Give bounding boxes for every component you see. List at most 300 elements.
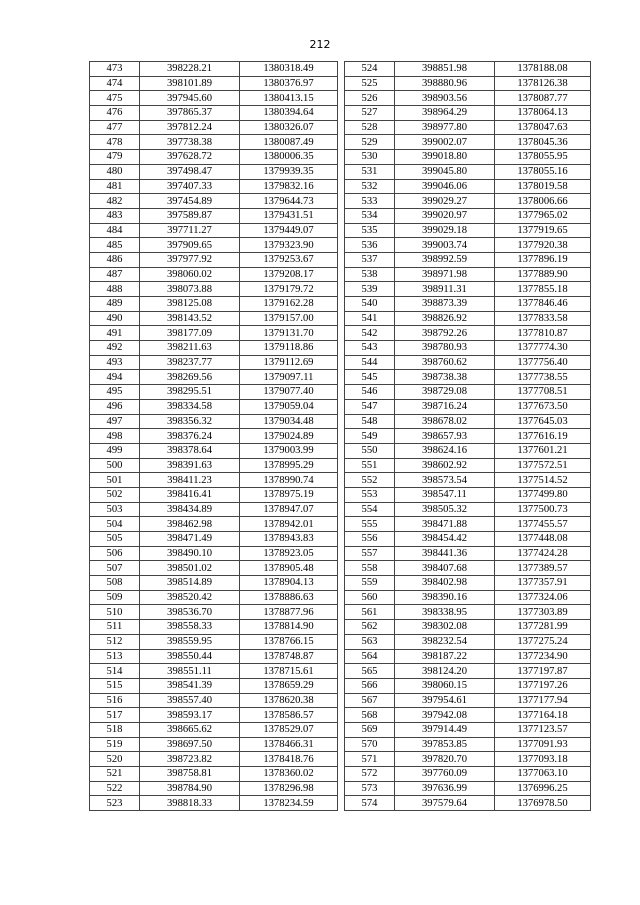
table-row [345,120,591,135]
point-number-cell: 573 [345,781,395,796]
y-coordinate-cell: 1377846.46 [495,297,591,312]
y-coordinate-cell: 1377889.90 [495,267,591,282]
point-number-cell: 565 [345,664,395,679]
y-coordinate-cell: 1377357.91 [495,576,591,591]
point-number-cell: 552 [345,473,395,488]
x-coordinate-cell: 398514.89 [140,576,240,591]
point-number-cell: 562 [345,620,395,635]
y-coordinate-cell: 1378126.38 [495,76,591,91]
table-row [90,385,338,400]
y-coordinate-cell: 1380413.15 [240,91,338,106]
table-row [345,649,591,664]
x-coordinate-cell: 398873.39 [395,297,495,312]
x-coordinate-cell: 398792.26 [395,326,495,341]
table-row [345,150,591,165]
x-coordinate-cell: 398911.31 [395,282,495,297]
y-coordinate-cell: 1377919.65 [495,223,591,238]
x-coordinate-cell: 398602.92 [395,458,495,473]
point-number-cell: 531 [345,164,395,179]
x-coordinate-cell: 398678.02 [395,414,495,429]
table-row [90,605,338,620]
point-number-cell: 515 [90,678,140,693]
table-row [90,106,338,121]
table-row [345,722,591,737]
table-row [345,341,591,356]
table-row [90,76,338,91]
table-row [345,620,591,635]
y-coordinate-cell: 1377197.87 [495,664,591,679]
y-coordinate-cell: 1379112.69 [240,355,338,370]
y-coordinate-cell: 1378188.08 [495,62,591,77]
x-coordinate-cell: 398471.88 [395,517,495,532]
y-coordinate-cell: 1379162.28 [240,297,338,312]
y-coordinate-cell: 1378529.07 [240,722,338,737]
y-coordinate-cell: 1376996.25 [495,781,591,796]
x-coordinate-cell: 398490.10 [140,546,240,561]
y-coordinate-cell: 1377123.57 [495,722,591,737]
table-row [90,370,338,385]
point-number-cell: 570 [345,737,395,752]
point-number-cell: 536 [345,238,395,253]
table-row [345,135,591,150]
x-coordinate-cell: 398177.09 [140,326,240,341]
table-row [90,693,338,708]
table-row [345,238,591,253]
y-coordinate-cell: 1377281.99 [495,620,591,635]
y-coordinate-cell: 1378995.29 [240,458,338,473]
y-coordinate-cell: 1378087.77 [495,91,591,106]
table-row [90,282,338,297]
table-row [90,781,338,796]
point-number-cell: 549 [345,429,395,444]
x-coordinate-cell: 398547.11 [395,487,495,502]
y-coordinate-cell: 1377234.90 [495,649,591,664]
point-number-cell: 554 [345,502,395,517]
y-coordinate-cell: 1377774.30 [495,341,591,356]
y-coordinate-cell: 1379253.67 [240,252,338,267]
table-row [90,150,338,165]
x-coordinate-cell: 397760.09 [395,767,495,782]
point-number-cell: 511 [90,620,140,635]
table-row [90,722,338,737]
table-row [345,106,591,121]
point-number-cell: 553 [345,487,395,502]
y-coordinate-cell: 1378296.98 [240,781,338,796]
x-coordinate-cell: 397498.47 [140,164,240,179]
table-row [90,62,338,77]
table-row [90,532,338,547]
table-row [90,752,338,767]
y-coordinate-cell: 1377514.52 [495,473,591,488]
point-number-cell: 543 [345,341,395,356]
y-coordinate-cell: 1377063.10 [495,767,591,782]
point-number-cell: 538 [345,267,395,282]
table-row [345,282,591,297]
point-number-cell: 491 [90,326,140,341]
table-row [345,546,591,561]
y-coordinate-cell: 1377855.18 [495,282,591,297]
x-coordinate-cell: 398356.32 [140,414,240,429]
point-number-cell: 546 [345,385,395,400]
x-coordinate-cell: 397853.85 [395,737,495,752]
table-row [345,76,591,91]
point-number-cell: 507 [90,561,140,576]
point-number-cell: 510 [90,605,140,620]
point-number-cell: 521 [90,767,140,782]
y-coordinate-cell: 1379077.40 [240,385,338,400]
point-number-cell: 514 [90,664,140,679]
x-coordinate-cell: 398716.24 [395,399,495,414]
table-row [345,297,591,312]
table-row [90,135,338,150]
x-coordinate-cell: 397579.64 [395,796,495,811]
x-coordinate-cell: 398880.96 [395,76,495,91]
table-row [345,517,591,532]
point-number-cell: 567 [345,693,395,708]
y-coordinate-cell: 1380087.49 [240,135,338,150]
x-coordinate-cell: 397909.65 [140,238,240,253]
x-coordinate-cell: 397636.99 [395,781,495,796]
point-number-cell: 555 [345,517,395,532]
x-coordinate-cell: 398269.56 [140,370,240,385]
x-coordinate-cell: 398784.90 [140,781,240,796]
x-coordinate-cell: 397812.24 [140,120,240,135]
page-number: 212 [309,38,331,51]
y-coordinate-cell: 1379179.72 [240,282,338,297]
point-number-cell: 560 [345,590,395,605]
x-coordinate-cell: 397628.72 [140,150,240,165]
table-row [345,252,591,267]
x-coordinate-cell: 398851.98 [395,62,495,77]
point-number-cell: 496 [90,399,140,414]
table-row [345,385,591,400]
x-coordinate-cell: 398558.33 [140,620,240,635]
x-coordinate-cell: 398060.02 [140,267,240,282]
table-row [90,252,338,267]
x-coordinate-cell: 398541.39 [140,678,240,693]
y-coordinate-cell: 1380006.35 [240,150,338,165]
y-coordinate-cell: 1378990.74 [240,473,338,488]
x-coordinate-cell: 398723.82 [140,752,240,767]
y-coordinate-cell: 1378045.36 [495,135,591,150]
point-number-cell: 535 [345,223,395,238]
point-number-cell: 482 [90,194,140,209]
table-row [345,752,591,767]
x-coordinate-cell: 397454.89 [140,194,240,209]
x-coordinate-cell: 398550.44 [140,649,240,664]
y-coordinate-cell: 1378748.87 [240,649,338,664]
point-number-cell: 502 [90,487,140,502]
x-coordinate-cell: 397945.60 [140,91,240,106]
point-number-cell: 572 [345,767,395,782]
y-coordinate-cell: 1377756.40 [495,355,591,370]
table-row [345,737,591,752]
table-row [90,326,338,341]
y-coordinate-cell: 1379059.04 [240,399,338,414]
x-coordinate-cell: 398697.50 [140,737,240,752]
table-row [90,796,338,811]
y-coordinate-cell: 1379024.89 [240,429,338,444]
table-row [90,223,338,238]
table-row [345,179,591,194]
x-coordinate-cell: 398334.58 [140,399,240,414]
y-coordinate-cell: 1377673.50 [495,399,591,414]
table-row [345,311,591,326]
x-coordinate-cell: 398559.95 [140,634,240,649]
table-row [90,297,338,312]
point-number-cell: 533 [345,194,395,209]
table-row [90,429,338,444]
table-row [90,194,338,209]
point-number-cell: 483 [90,208,140,223]
y-coordinate-cell: 1378923.05 [240,546,338,561]
table-row [90,678,338,693]
y-coordinate-cell: 1379157.00 [240,311,338,326]
x-coordinate-cell: 398501.02 [140,561,240,576]
table-row [90,179,338,194]
x-coordinate-cell: 397914.49 [395,722,495,737]
y-coordinate-cell: 1377177.94 [495,693,591,708]
table-row [90,620,338,635]
table-row [345,443,591,458]
x-coordinate-cell: 399002.07 [395,135,495,150]
y-coordinate-cell: 1377920.38 [495,238,591,253]
point-number-cell: 541 [345,311,395,326]
point-number-cell: 500 [90,458,140,473]
point-number-cell: 488 [90,282,140,297]
point-number-cell: 474 [90,76,140,91]
point-number-cell: 532 [345,179,395,194]
x-coordinate-cell: 398573.54 [395,473,495,488]
x-coordinate-cell: 398818.33 [140,796,240,811]
table-row [90,708,338,723]
y-coordinate-cell: 1379323.90 [240,238,338,253]
point-number-cell: 542 [345,326,395,341]
y-coordinate-cell: 1377572.51 [495,458,591,473]
x-coordinate-cell: 397711.27 [140,223,240,238]
point-number-cell: 574 [345,796,395,811]
x-coordinate-cell: 399029.27 [395,194,495,209]
point-number-cell: 568 [345,708,395,723]
point-number-cell: 559 [345,576,395,591]
point-number-cell: 480 [90,164,140,179]
y-coordinate-cell: 1377424.28 [495,546,591,561]
table-row [345,399,591,414]
x-coordinate-cell: 398536.70 [140,605,240,620]
x-coordinate-cell: 398971.98 [395,267,495,282]
point-number-cell: 563 [345,634,395,649]
x-coordinate-cell: 398520.42 [140,590,240,605]
point-number-cell: 558 [345,561,395,576]
point-number-cell: 528 [345,120,395,135]
y-coordinate-cell: 1377455.57 [495,517,591,532]
y-coordinate-cell: 1380326.07 [240,120,338,135]
y-coordinate-cell: 1378715.61 [240,664,338,679]
point-number-cell: 473 [90,62,140,77]
table-row [90,208,338,223]
x-coordinate-cell: 399029.18 [395,223,495,238]
y-coordinate-cell: 1378360.02 [240,767,338,782]
y-coordinate-cell: 1378055.95 [495,150,591,165]
point-number-cell: 487 [90,267,140,282]
point-number-cell: 513 [90,649,140,664]
y-coordinate-cell: 1378975.19 [240,487,338,502]
y-coordinate-cell: 1379118.86 [240,341,338,356]
x-coordinate-cell: 398758.81 [140,767,240,782]
x-coordinate-cell: 398416.41 [140,487,240,502]
table-row [90,634,338,649]
x-coordinate-cell: 398551.11 [140,664,240,679]
x-coordinate-cell: 398593.17 [140,708,240,723]
table-row [345,326,591,341]
table-row [345,502,591,517]
y-coordinate-cell: 1377601.21 [495,443,591,458]
point-number-cell: 550 [345,443,395,458]
point-number-cell: 479 [90,150,140,165]
x-coordinate-cell: 397977.92 [140,252,240,267]
y-coordinate-cell: 1377324.06 [495,590,591,605]
point-number-cell: 518 [90,722,140,737]
y-coordinate-cell: 1378418.76 [240,752,338,767]
table-row [345,561,591,576]
point-number-cell: 484 [90,223,140,238]
y-coordinate-cell: 1377093.18 [495,752,591,767]
point-number-cell: 523 [90,796,140,811]
point-number-cell: 494 [90,370,140,385]
x-coordinate-cell: 398557.40 [140,693,240,708]
y-coordinate-cell: 1378055.16 [495,164,591,179]
point-number-cell: 505 [90,532,140,547]
y-coordinate-cell: 1376978.50 [495,796,591,811]
table-row [345,355,591,370]
point-number-cell: 566 [345,678,395,693]
point-number-cell: 547 [345,399,395,414]
y-coordinate-cell: 1377738.55 [495,370,591,385]
table-row [90,767,338,782]
table-row [345,487,591,502]
x-coordinate-cell: 398505.32 [395,502,495,517]
y-coordinate-cell: 1379003.99 [240,443,338,458]
table-row [90,414,338,429]
point-number-cell: 492 [90,341,140,356]
table-row [345,532,591,547]
x-coordinate-cell: 397407.33 [140,179,240,194]
table-row [90,502,338,517]
x-coordinate-cell: 398434.89 [140,502,240,517]
point-number-cell: 476 [90,106,140,121]
table-row [345,781,591,796]
table-row [345,796,591,811]
coordinates-table-left [89,61,338,811]
x-coordinate-cell: 397738.38 [140,135,240,150]
point-number-cell: 490 [90,311,140,326]
y-coordinate-cell: 1378586.57 [240,708,338,723]
point-number-cell: 478 [90,135,140,150]
x-coordinate-cell: 399018.80 [395,150,495,165]
table-row [90,473,338,488]
x-coordinate-cell: 398187.22 [395,649,495,664]
point-number-cell: 508 [90,576,140,591]
x-coordinate-cell: 398407.68 [395,561,495,576]
point-number-cell: 540 [345,297,395,312]
y-coordinate-cell: 1377708.51 [495,385,591,400]
table-row [90,238,338,253]
x-coordinate-cell: 398964.29 [395,106,495,121]
point-number-cell: 477 [90,120,140,135]
x-coordinate-cell: 398992.59 [395,252,495,267]
x-coordinate-cell: 398060.15 [395,678,495,693]
y-coordinate-cell: 1378947.07 [240,502,338,517]
point-number-cell: 571 [345,752,395,767]
y-coordinate-cell: 1379431.51 [240,208,338,223]
table-row [345,429,591,444]
point-number-cell: 495 [90,385,140,400]
table-row [345,62,591,77]
table-row [90,91,338,106]
y-coordinate-cell: 1378064.13 [495,106,591,121]
x-coordinate-cell: 398738.38 [395,370,495,385]
table-row [345,590,591,605]
y-coordinate-cell: 1377275.24 [495,634,591,649]
point-number-cell: 537 [345,252,395,267]
point-number-cell: 481 [90,179,140,194]
x-coordinate-cell: 398665.62 [140,722,240,737]
y-coordinate-cell: 1379097.11 [240,370,338,385]
table-row [345,708,591,723]
x-coordinate-cell: 398462.98 [140,517,240,532]
y-coordinate-cell: 1378047.63 [495,120,591,135]
y-coordinate-cell: 1377616.19 [495,429,591,444]
point-number-cell: 557 [345,546,395,561]
x-coordinate-cell: 397954.61 [395,693,495,708]
y-coordinate-cell: 1379939.35 [240,164,338,179]
y-coordinate-cell: 1379131.70 [240,326,338,341]
table-row [345,605,591,620]
table-row [345,473,591,488]
x-coordinate-cell: 398454.42 [395,532,495,547]
y-coordinate-cell: 1380318.49 [240,62,338,77]
point-number-cell: 485 [90,238,140,253]
point-number-cell: 530 [345,150,395,165]
y-coordinate-cell: 1377833.58 [495,311,591,326]
point-number-cell: 519 [90,737,140,752]
y-coordinate-cell: 1380394.64 [240,106,338,121]
point-number-cell: 545 [345,370,395,385]
y-coordinate-cell: 1377499.80 [495,487,591,502]
x-coordinate-cell: 398295.51 [140,385,240,400]
y-coordinate-cell: 1378466.31 [240,737,338,752]
point-number-cell: 516 [90,693,140,708]
x-coordinate-cell: 398143.52 [140,311,240,326]
x-coordinate-cell: 398101.89 [140,76,240,91]
x-coordinate-cell: 398338.95 [395,605,495,620]
point-number-cell: 524 [345,62,395,77]
point-number-cell: 561 [345,605,395,620]
y-coordinate-cell: 1378942.01 [240,517,338,532]
table-row [345,767,591,782]
y-coordinate-cell: 1380376.97 [240,76,338,91]
table-row [90,517,338,532]
table-row [90,399,338,414]
x-coordinate-cell: 398124.20 [395,664,495,679]
table-row [90,649,338,664]
x-coordinate-cell: 398376.24 [140,429,240,444]
table-row [90,737,338,752]
y-coordinate-cell: 1377810.87 [495,326,591,341]
point-number-cell: 556 [345,532,395,547]
y-coordinate-cell: 1378006.66 [495,194,591,209]
table-row [345,458,591,473]
